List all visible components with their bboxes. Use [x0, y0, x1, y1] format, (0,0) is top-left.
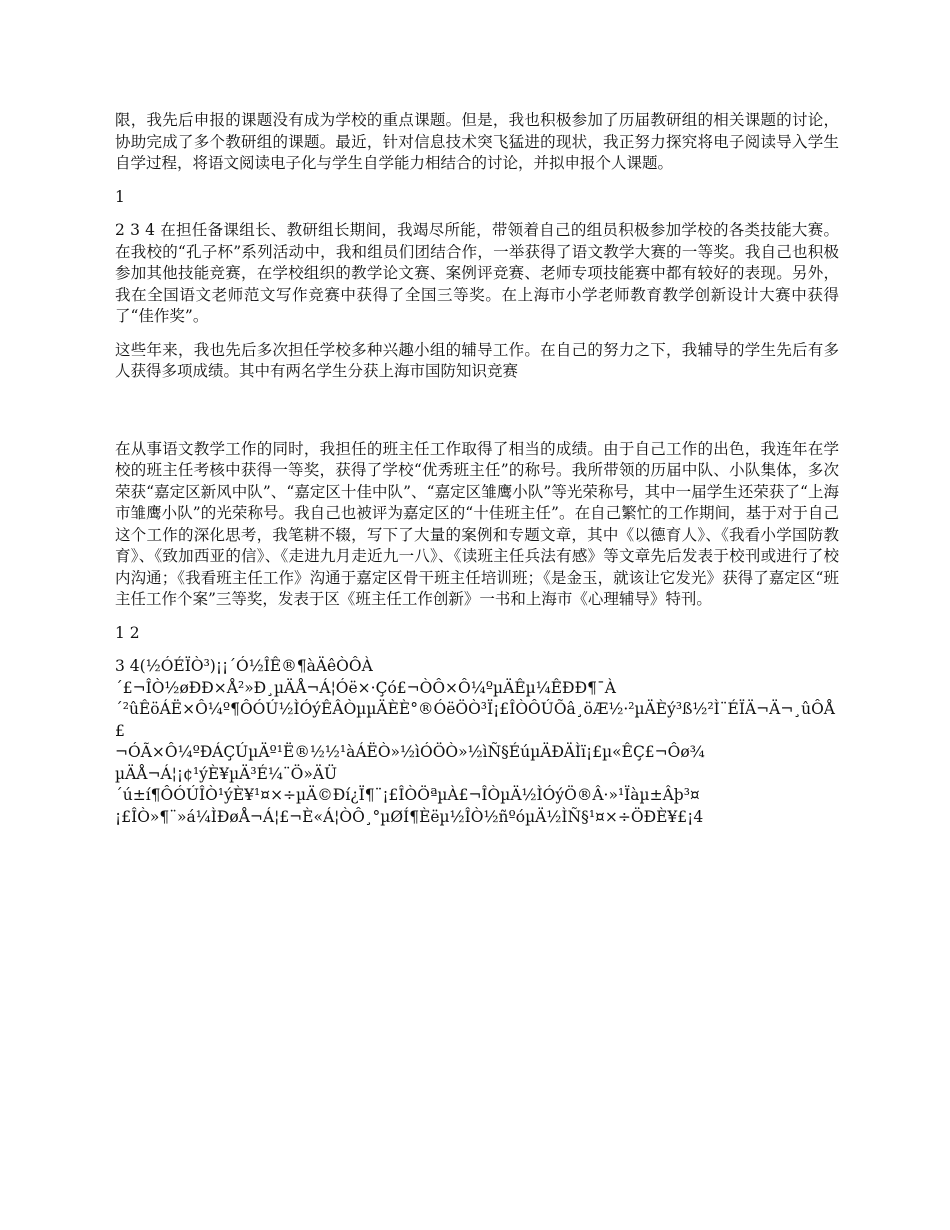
- paragraph-competitions: 2 3 4 在担任备课组长、教研组长期间，我竭尽所能，带领着自己的组员积极参加学校的各类技能大赛。在我校的“孔子杯”系列活动中，我和组员们团结合作，一举获得了语文教学大赛的一等奖。我自己也积极参加其他技能竞赛，在学校组织的教学论文赛、案例评竞赛、老师专项技能赛中都有较好的表现。另外，我在全国语文老师范文写作竞赛中获得了全国三等奖。在上海市小学老师教育教学创新设计大赛中获得了“佳作奖”。: [115, 221, 839, 325]
- paragraph-garbled-text: 3 4(½ÓÉÏÒ³)¡¡´Ó½ÎÊ®¶àÄêÒÔÀ ´£¬ÎÒ½øÐÐ×Å²»Ð¸µÄÅ¬Á¦Óë×·Çó£¬ÒÔ×Ô¼ºµÄÊµ¼ÊÐÐ¶¯À ´²ûÊöÁË×Ô¼º¶ÔÓÚ½ÌÓýÊÂÒµµÄÈÈ°®ÓëÖÒ³Ï¡£ÎÒÔÚÕâ¸öÆ½·²µÄÈý³ß½²Ì¨ÉÏÄ¬Ä¬¸ûÔÅ£ ¬ÓÃ×Ô¼ºÐÁÇÚµÄº¹Ë®½½¹àÁËÒ»½ìÓÖÒ»½ìÑ§ÉúµÄÐÄÌï¡£µ«ÊÇ£¬Ôø¾ µÄÅ¬Á¦¡¢¹ýÈ¥µÄ³É¼¨Ö»ÄÜ ´ú±í¶ÔÓÚÎÒ¹ýÈ¥¹¤×÷µÄ©Ðí¿Ï¶¨¡£ÎÒÖªµÀ£¬ÎÒµÄ½ÌÓýÖ®Â·»¹Ïàµ±Âþ³¤ ¡£ÎÒ»¶¨»á¼ÌÐøÅ¬Á¦£¬È«Á¦ÒÔ¸°µØÍ¶Èëµ½ÎÒ½ñºóµÄ½ÌÑ§¹¤×÷ÖÐÈ¥£¡4: [115, 657, 835, 826]
- paragraph-interest-groups: 这些年来，我也先后多次担任学校多种兴趣小组的辅导工作。在自己的努力之下，我辅导的学生先后有多人获得多项成绩。其中有两名学生分获上海市国防知识竞赛: [115, 340, 839, 380]
- blank-gap: [115, 395, 839, 439]
- paragraph-class-teacher: 在从事语文教学工作的同时，我担任的班主任工作取得了相当的成绩。由于自己工作的出色，我连年在学校的班主任考核中获得一等奖，获得了学校“优秀班主任”的称号。我所带领的历届中队、小队集体，多次荣获“嘉定区新风中队”、“嘉定区十佳中队”、“嘉定区雏鹰小队”等光荣称号，其中一届学生还荣获了“上海市雏鹰小队”的光荣称号。我自己也被评为嘉定区的“十佳班主任”。在自己繁忙的工作期间，基于对于自己这个工作的深化思考，我笔耕不辍，写下了大量的案例和专题文章，其中《以德育人》、《我看小学国防教育》、《致加西亚的信》、《走进九月走近九一八》、《读班主任兵法有感》等文章先后发表于校刊或进行了校内沟通；《我看班主任工作》沟通于嘉定区骨干班主任培训班；《是金玉，就该让它发光》获得了嘉定区“班主任工作个案”三等奖，发表于区《班主任工作创新》一书和上海市《心理辅导》特刊。: [115, 439, 839, 608]
- document-body: [115, 110, 839, 840]
- page-numbers-1-2: 1 2: [115, 623, 140, 642]
- paragraph-research-topics: 限，我先后申报的课题没有成为学校的重点课题。但是，我也积极参加了历届教研组的相关课题的讨论，协助完成了多个教研组的课题。最近，针对信息技术突飞猛进的现状，我正努力探究将电子阅读导入学生自学过程，将语文阅读电子化与学生自学能力相结合的讨论，并拟申报个人课题。: [115, 111, 839, 172]
- page-number-1: 1: [115, 187, 125, 206]
